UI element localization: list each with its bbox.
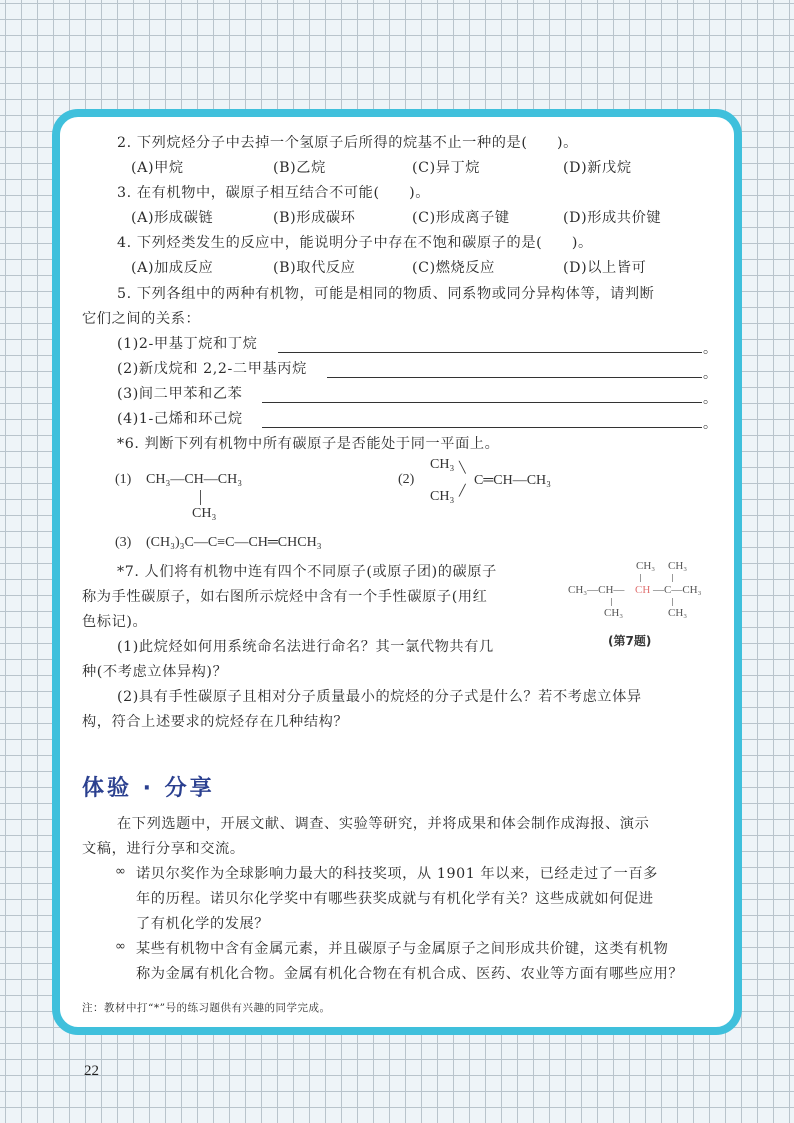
footnote: 注：教材中打“*”号的练习题供有兴趣的同学完成。 (82, 1002, 331, 1014)
q6-structure-2-top: CH₃ (430, 457, 455, 472)
q7-sub2-line2: 构，符合上述要求的烷烃存在几种结构？ (82, 714, 349, 730)
q3-option-a: (A)形成碳链 (131, 210, 214, 226)
q5-item-1: (1)2-甲基丁烷和丁烷 (117, 336, 258, 352)
q3-option-c: (C)形成离子键 (412, 210, 510, 226)
infinity-bullet-icon: ∞ (115, 864, 126, 879)
q7-figure-bond-top1 (640, 574, 641, 582)
q6-structure-1-branch: CH₃ (192, 506, 217, 521)
q5-item-3: (3)间二甲苯和乙苯 (117, 386, 243, 402)
topic-1-line1: 诺贝尔奖作为全球影响力最大的科技奖项，从 1901 年以来，已经走过了一百多 (136, 866, 658, 882)
q7-line3: 色标记)。 (82, 614, 148, 630)
q7-figure-bond-top2 (672, 574, 673, 582)
q5-period-1: 。 (703, 341, 717, 357)
q4-option-c: (C)燃烧反应 (412, 260, 495, 276)
q2-option-d: (D)新戊烷 (563, 160, 632, 176)
infinity-bullet-icon: ∞ (115, 939, 126, 954)
q7-figure-main-b: —C—CH₃ (653, 584, 702, 596)
q2-option-b: (B)乙烷 (273, 160, 326, 176)
q5-period-4: 。 (703, 416, 717, 432)
q7-figure-bot2: CH₃ (668, 607, 688, 619)
q6-structure-1-main: CH₃—CH—CH₃ (146, 472, 243, 487)
q3-stem: 3. 在有机物中，碳原子相互结合不可能( )。 (117, 185, 431, 201)
topic-2-line2: 称为金属有机化合物。金属有机化合物在有机合成、医药、农业等方面有哪些应用？ (136, 966, 684, 982)
section-title: 体验 · 分享 (82, 776, 215, 801)
q7-figure-caption: (第7题) (608, 634, 652, 648)
q5-stem-line2: 它们之间的关系： (82, 311, 201, 327)
q7-figure-bot1: CH₃ (604, 607, 624, 619)
topic-1-line2: 年的历程。诺贝尔化学奖中有哪些获奖成就与有机化学有关？这些成就如何促进 (136, 891, 654, 907)
q5-answer-blank-4[interactable] (262, 427, 702, 428)
q7-sub2-line1: (2)具有手性碳原子且相对分子质量最小的烷烃的分子式是什么？若不考虑立体异 (117, 689, 642, 705)
q6-structure-2-label: (2) (398, 472, 415, 487)
page-number: 22 (84, 1063, 99, 1079)
topic-1-line3: 了有机化学的发展？ (136, 916, 270, 932)
q2-option-a: (A)甲烷 (131, 160, 184, 176)
q5-item-4: (4)1-己烯和环己烷 (117, 411, 243, 427)
q7-figure-main-a: CH₃—CH— (568, 584, 625, 596)
q6-structure-2-bottom: CH₃ (430, 489, 455, 504)
q5-period-3: 。 (703, 391, 717, 407)
q4-option-a: (A)加成反应 (131, 260, 214, 276)
share-intro-line1: 在下列选题中，开展文献、调查、实验等研究，并将成果和体会制作成海报、演示 (117, 816, 650, 832)
q7-figure-bond-bot2 (672, 598, 673, 606)
q2-option-c: (C)异丁烷 (412, 160, 481, 176)
q7-sub1-line2: 种(不考虑立体异构)？ (82, 664, 228, 680)
q3-option-d: (D)形成共价键 (563, 210, 662, 226)
q5-answer-blank-1[interactable] (278, 352, 702, 353)
q3-option-b: (B)形成碳环 (273, 210, 356, 226)
q6-structure-3-main: (CH₃)₃C—C≡C—CH═CHCH₃ (146, 535, 322, 550)
q5-stem-line1: 5. 下列各组中的两种有机物，可能是相同的物质、同系物或同分异构体等，请判断 (117, 286, 655, 302)
q5-period-2: 。 (703, 366, 717, 382)
share-intro-line2: 文稿，进行分享和交流。 (82, 841, 245, 857)
q6-structure-2-main: C═CH—CH₃ (474, 473, 552, 488)
q6-stem: *6. 判断下列有机物中所有碳原子是否能处于同一平面上。 (117, 436, 500, 452)
q7-line2: 称为手性碳原子，如右图所示烷烃中含有一个手性碳原子(用红 (82, 589, 488, 605)
q7-figure-chiral-carbon: CH (635, 584, 651, 596)
topic-2-line1: 某些有机物中含有金属元素，并且碳原子与金属原子之间形成共价键，这类有机物 (136, 941, 669, 957)
q4-option-b: (B)取代反应 (273, 260, 356, 276)
q5-answer-blank-2[interactable] (327, 377, 702, 378)
q6-structure-3-label: (3) (115, 535, 132, 550)
q7-figure-top1: CH₃ (636, 560, 656, 572)
q5-item-2: (2)新戊烷和 2,2-二甲基丙烷 (117, 361, 307, 377)
q7-figure-bond-bot1 (611, 598, 612, 606)
q7-line1: *7. 人们将有机物中连有四个不同原子(或原子团)的碳原子 (117, 564, 497, 580)
q4-stem: 4. 下列烃类发生的反应中，能说明分子中存在不饱和碳原子的是( )。 (117, 235, 593, 251)
q6-structure-1-label: (1) (115, 472, 132, 487)
q6-structure-2-bond-bottom: ╱ (459, 485, 466, 497)
q5-answer-blank-3[interactable] (262, 402, 702, 403)
q7-figure-top2: CH₃ (668, 560, 688, 572)
q6-structure-1-bond (200, 490, 201, 505)
q4-option-d: (D)以上皆可 (563, 260, 647, 276)
q2-stem: 2. 下列烷烃分子中去掉一个氢原子后所得的烷基不止一种的是( )。 (117, 135, 578, 151)
q7-sub1-line1: (1)此烷烃如何用系统命名法进行命名？其一氯代物共有几 (117, 639, 494, 655)
q6-structure-2-bond-top: ╲ (459, 462, 466, 474)
